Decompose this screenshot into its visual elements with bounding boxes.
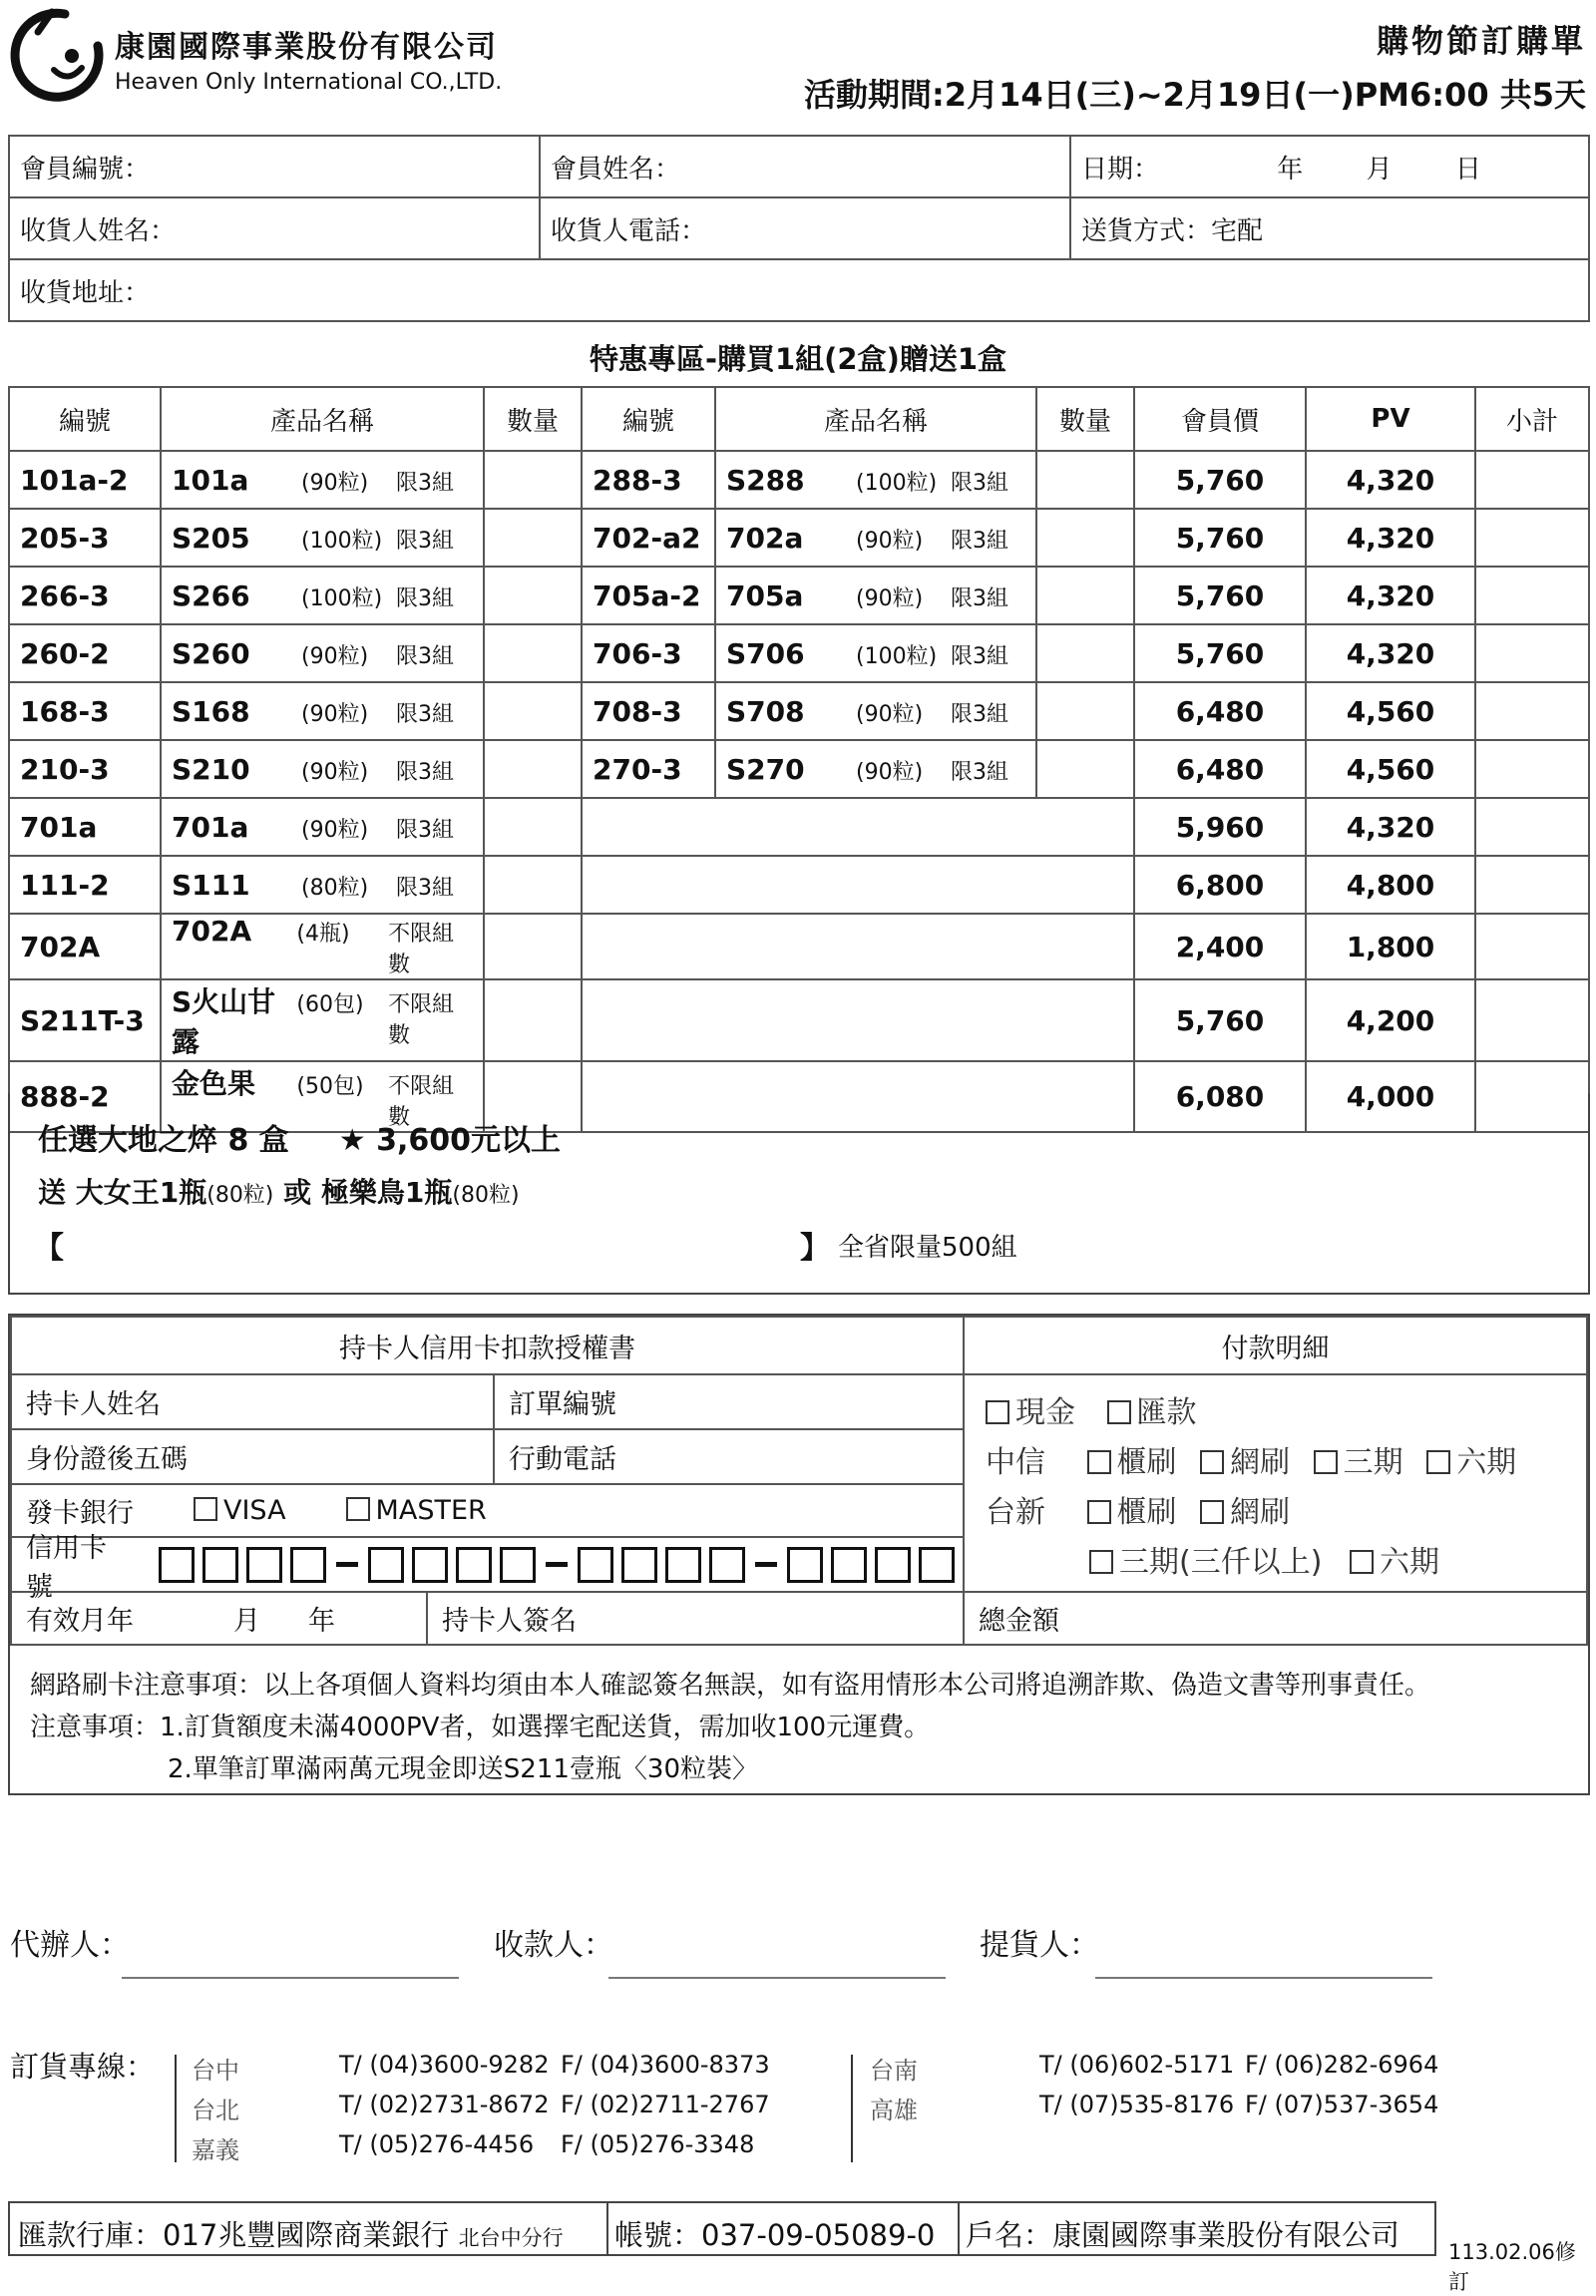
company-name-en: Heaven Only International CO.,LTD. <box>115 70 503 95</box>
subtotal-input[interactable] <box>1475 509 1589 567</box>
visa-checkbox[interactable]: VISA <box>194 1495 286 1526</box>
product-row <box>9 682 1589 740</box>
order-line-tel: T/ (05)276-4456 <box>339 2130 535 2158</box>
pv-value: 4,800 <box>1306 856 1475 914</box>
product-row <box>9 624 1589 682</box>
product-name: 705a (90粒) 限3組 <box>715 567 1036 624</box>
quantity-input[interactable] <box>484 624 582 682</box>
member-price: 6,080 <box>1134 1061 1306 1132</box>
product-row <box>9 451 1589 509</box>
empty-cell <box>582 798 1134 856</box>
product-code: 702-a2 <box>582 509 715 567</box>
member-price: 6,480 <box>1134 682 1306 740</box>
product-name: 101a (90粒) 限3組 <box>161 451 484 509</box>
quantity-input[interactable] <box>1036 682 1134 740</box>
product-name: S266 (100粒) 限3組 <box>161 567 484 624</box>
quantity-input[interactable] <box>1036 451 1134 509</box>
member-price: 5,960 <box>1134 798 1306 856</box>
product-code: 701a <box>9 798 161 856</box>
subtotal-input[interactable] <box>1475 979 1589 1061</box>
card-number-dash <box>755 1562 777 1567</box>
card-digit-box[interactable] <box>831 1547 867 1583</box>
credit-card-section <box>8 1314 1590 1795</box>
order-line-tel: T/ (02)2731-8672 <box>339 2091 550 2118</box>
form-title: 購物節訂購單 <box>1376 22 1586 60</box>
subtotal-input[interactable] <box>1475 567 1589 624</box>
empty-cell <box>582 914 1134 979</box>
product-name: 702A (4瓶) 不限組數 <box>161 914 484 979</box>
total-amount-field[interactable]: 總金額 <box>963 1591 1588 1646</box>
product-code: 702A <box>9 914 161 979</box>
pv-value: 4,560 <box>1306 740 1475 798</box>
member-price: 5,760 <box>1134 567 1306 624</box>
card-digit-box[interactable] <box>202 1547 238 1583</box>
product-row <box>9 509 1589 567</box>
column-header: 數量 <box>484 387 582 451</box>
quantity-input[interactable] <box>1036 740 1134 798</box>
quantity-input[interactable] <box>484 798 582 856</box>
column-header: 產品名稱 <box>161 387 484 451</box>
quantity-input[interactable] <box>1036 509 1134 567</box>
card-number-dash <box>546 1562 568 1567</box>
product-row <box>9 979 1589 1061</box>
product-code: 706-3 <box>582 624 715 682</box>
card-digit-box[interactable] <box>875 1547 911 1583</box>
promo-title: 特惠專區-購買1組(2盒)贈送1盒 <box>589 342 1007 376</box>
card-digit-box[interactable] <box>456 1547 492 1583</box>
card-digit-box[interactable] <box>368 1547 404 1583</box>
card-number-boxes[interactable] <box>159 1547 963 1583</box>
member-price: 5,760 <box>1134 509 1306 567</box>
product-code: 101a-2 <box>9 451 161 509</box>
product-row <box>9 740 1589 798</box>
gift-line-1: 任選大地之焠 8 盒 ★ 3,600元以上 <box>38 1123 561 1158</box>
quantity-input[interactable] <box>1036 624 1134 682</box>
card-digit-box[interactable] <box>709 1547 745 1583</box>
order-no-field[interactable]: 訂單編號 <box>493 1373 965 1430</box>
pv-value: 4,320 <box>1306 567 1475 624</box>
online-card-note: 網路刷卡注意事項：以上各項個人資料均須由本人確認簽名無誤，如有盜用情形本公司將追溯詐欺、偽造文書等刑事責任。 <box>30 1671 1431 1701</box>
agent-sign-line[interactable] <box>122 1977 459 1979</box>
bank-info-box <box>8 2201 1436 2256</box>
card-auth-title: 持卡人信用卡扣款授權書 <box>10 1316 965 1375</box>
payment-row-ctbc[interactable]: 中信 櫃刷 網刷 三期 六期 <box>986 1445 1517 1480</box>
card-digit-box[interactable] <box>159 1547 195 1583</box>
divider <box>851 2055 853 2162</box>
pv-value: 4,320 <box>1306 509 1475 567</box>
order-line-city: 台北 <box>192 2097 239 2124</box>
empty-cell <box>582 979 1134 1061</box>
order-line-city: 高雄 <box>870 2097 918 2124</box>
master-checkbox[interactable]: MASTER <box>346 1495 487 1526</box>
product-name: 701a (90粒) 限3組 <box>161 798 484 856</box>
member-no-field[interactable]: 會員編號： <box>9 136 540 197</box>
order-line-tel: T/ (07)535-8176 <box>1039 2091 1235 2118</box>
card-number-field[interactable]: 信用卡號 <box>10 1536 965 1593</box>
date-field[interactable]: 日期： 年 月 日 <box>1070 136 1589 197</box>
subtotal-input[interactable] <box>1475 451 1589 509</box>
product-table <box>8 386 1590 1133</box>
card-digit-box[interactable] <box>290 1547 326 1583</box>
subtotal-input[interactable] <box>1475 914 1589 979</box>
product-name: S168 (90粒) 限3組 <box>161 682 484 740</box>
product-name: S288 (100粒) 限3組 <box>715 451 1036 509</box>
member-price: 5,760 <box>1134 979 1306 1061</box>
order-line-tel: T/ (04)3600-9282 <box>339 2051 550 2079</box>
product-code: 270-3 <box>582 740 715 798</box>
column-header: 數量 <box>1036 387 1134 451</box>
member-info-table <box>8 135 1590 322</box>
picker-sign-line[interactable] <box>1095 1977 1432 1979</box>
order-line-fax: F/ (06)282-6964 <box>1245 2051 1439 2079</box>
product-name: S708 (90粒) 限3組 <box>715 682 1036 740</box>
holder-name-field[interactable]: 持卡人姓名 <box>10 1373 495 1430</box>
address-field[interactable]: 收貨地址： <box>9 259 1589 321</box>
order-line-tel: T/ (06)602-5171 <box>1039 2051 1235 2079</box>
product-code: 705a-2 <box>582 567 715 624</box>
company-logo <box>10 6 110 106</box>
quantity-input[interactable] <box>1036 567 1134 624</box>
product-code: S211T-3 <box>9 979 161 1061</box>
quantity-input[interactable] <box>484 914 582 979</box>
product-code: 111-2 <box>9 856 161 914</box>
product-code: 266-3 <box>9 567 161 624</box>
gift-offer-box <box>8 1093 1590 1295</box>
product-name: 金色果 (50包) 不限組數 <box>161 1061 484 1132</box>
card-number-dash <box>336 1562 358 1567</box>
product-row <box>9 567 1589 624</box>
pv-value: 4,200 <box>1306 979 1475 1061</box>
recipient-phone-field[interactable]: 收貨人電話： <box>540 197 1070 259</box>
note-2: 2.單筆訂單滿兩萬元現金即送S211壹瓶〈30粒裝〉 <box>168 1754 759 1784</box>
product-name: S205 (100粒) 限3組 <box>161 509 484 567</box>
issuing-bank-field: 發卡銀行 VISA MASTER <box>10 1483 965 1538</box>
card-digit-box[interactable] <box>578 1547 613 1583</box>
subtotal-input[interactable] <box>1475 798 1589 856</box>
order-line-fax: F/ (07)537-3654 <box>1245 2091 1439 2118</box>
quantity-input[interactable] <box>484 682 582 740</box>
card-digit-box[interactable] <box>787 1547 823 1583</box>
pv-value: 4,320 <box>1306 798 1475 856</box>
card-digit-box[interactable] <box>621 1547 657 1583</box>
product-name: S111 (80粒) 限3組 <box>161 856 484 914</box>
pv-value: 4,000 <box>1306 1061 1475 1132</box>
order-line-city: 嘉義 <box>192 2136 239 2164</box>
quantity-input[interactable] <box>484 509 582 567</box>
quantity-input[interactable] <box>484 451 582 509</box>
product-code: 168-3 <box>9 682 161 740</box>
company-name-zh: 康園國際事業股份有限公司 <box>115 30 498 65</box>
column-header: 小計 <box>1475 387 1589 451</box>
order-lines-label: 訂貨專線： <box>10 2050 156 2084</box>
column-header: 會員價 <box>1134 387 1306 451</box>
product-name: S706 (100粒) 限3組 <box>715 624 1036 682</box>
agent-label: 代辦人： <box>10 1928 130 1963</box>
pv-value: 4,560 <box>1306 682 1475 740</box>
column-header: 編號 <box>9 387 161 451</box>
account-holder: 戶名：康園國際事業股份有限公司 <box>966 2218 1400 2252</box>
bank-account: 帳號：037-09-05089-0 <box>614 2218 936 2252</box>
revision-date: 113.02.06修訂 <box>1448 2240 1576 2294</box>
subtotal-input[interactable] <box>1475 740 1589 798</box>
product-row <box>9 856 1589 914</box>
product-name: S210 (90粒) 限3組 <box>161 740 484 798</box>
gift-bracket-open: 【 <box>34 1231 64 1266</box>
payment-row-taishin[interactable]: 台新 櫃刷 網刷 <box>986 1495 1291 1530</box>
order-line-city: 台南 <box>870 2057 918 2085</box>
event-period: 活動期間:2月14日(三)~2月19日(一)PM6:00 共5天 <box>803 76 1586 114</box>
product-code: 288-3 <box>582 451 715 509</box>
gift-limit: 全省限量500組 <box>838 1233 1017 1263</box>
product-name: S260 (90粒) 限3組 <box>161 624 484 682</box>
member-price: 6,800 <box>1134 856 1306 914</box>
column-header: 編號 <box>582 387 715 451</box>
column-header: PV <box>1306 387 1475 451</box>
recipient-name-field[interactable]: 收貨人姓名： <box>9 197 540 259</box>
cardholder-signature-field[interactable]: 持卡人簽名 <box>426 1591 965 1646</box>
quantity-input[interactable] <box>484 979 582 1061</box>
order-line-fax: F/ (02)2711-2767 <box>561 2091 770 2118</box>
member-price: 5,760 <box>1134 451 1306 509</box>
id-last5-field[interactable]: 身份證後五碼 <box>10 1428 495 1485</box>
empty-cell <box>582 856 1134 914</box>
card-digit-box[interactable] <box>919 1547 955 1583</box>
subtotal-input[interactable] <box>1475 624 1589 682</box>
payment-row-installment[interactable]: 三期(三仟以上) 六期 <box>1089 1537 1439 1581</box>
expiry-field[interactable]: 有效月年 月 年 <box>10 1591 428 1646</box>
pv-value: 1,800 <box>1306 914 1475 979</box>
product-code: 260-2 <box>9 624 161 682</box>
quantity-input[interactable] <box>484 740 582 798</box>
member-price: 6,480 <box>1134 740 1306 798</box>
pv-value: 4,320 <box>1306 624 1475 682</box>
quantity-input[interactable] <box>484 856 582 914</box>
mobile-field[interactable]: 行動電話 <box>493 1428 965 1485</box>
member-price: 2,400 <box>1134 914 1306 979</box>
picker-label: 提貨人： <box>980 1928 1099 1963</box>
card-digit-box[interactable] <box>412 1547 448 1583</box>
card-digit-box[interactable] <box>246 1547 282 1583</box>
bank-name: 匯款行庫：017兆豐國際商業銀行 北台中分行 <box>18 2218 564 2252</box>
gift-bracket-close: 】 <box>800 1231 830 1266</box>
delivery-method: 送貨方式：宅配 <box>1070 197 1589 259</box>
card-digit-box[interactable] <box>665 1547 701 1583</box>
product-name: S火山甘露 (60包) 不限組數 <box>161 979 484 1061</box>
subtotal-input[interactable] <box>1475 856 1589 914</box>
order-line-fax: F/ (05)276-3348 <box>561 2130 755 2158</box>
receiver-sign-line[interactable] <box>608 1977 946 1979</box>
column-header: 產品名稱 <box>715 387 1036 451</box>
product-row <box>9 914 1589 979</box>
order-line-city: 台中 <box>192 2057 239 2085</box>
product-code: 205-3 <box>9 509 161 567</box>
note-1: 注意事項：1.訂貨額度未滿4000PV者，如選擇宅配送貨，需加收100元運費。 <box>30 1713 931 1742</box>
gift-line-2: 送 大女王1瓶(80粒) 或 極樂鳥1瓶(80粒) <box>38 1176 520 1209</box>
member-price: 5,760 <box>1134 624 1306 682</box>
member-name-field[interactable]: 會員姓名： <box>540 136 1070 197</box>
product-code: 708-3 <box>582 682 715 740</box>
payment-row-cash[interactable]: 現金 匯款 <box>986 1387 1197 1431</box>
subtotal-input[interactable] <box>1475 682 1589 740</box>
receiver-label: 收款人： <box>494 1928 613 1963</box>
pv-value: 4,320 <box>1306 451 1475 509</box>
divider <box>175 2055 177 2162</box>
payment-title: 付款明細 <box>963 1316 1588 1375</box>
product-name: 702a (90粒) 限3組 <box>715 509 1036 567</box>
product-code: 888-2 <box>9 1061 161 1132</box>
order-line-fax: F/ (04)3600-8373 <box>561 2051 770 2079</box>
product-name: S270 (90粒) 限3組 <box>715 740 1036 798</box>
product-code: 210-3 <box>9 740 161 798</box>
product-row <box>9 798 1589 856</box>
card-digit-box[interactable] <box>500 1547 536 1583</box>
quantity-input[interactable] <box>484 567 582 624</box>
